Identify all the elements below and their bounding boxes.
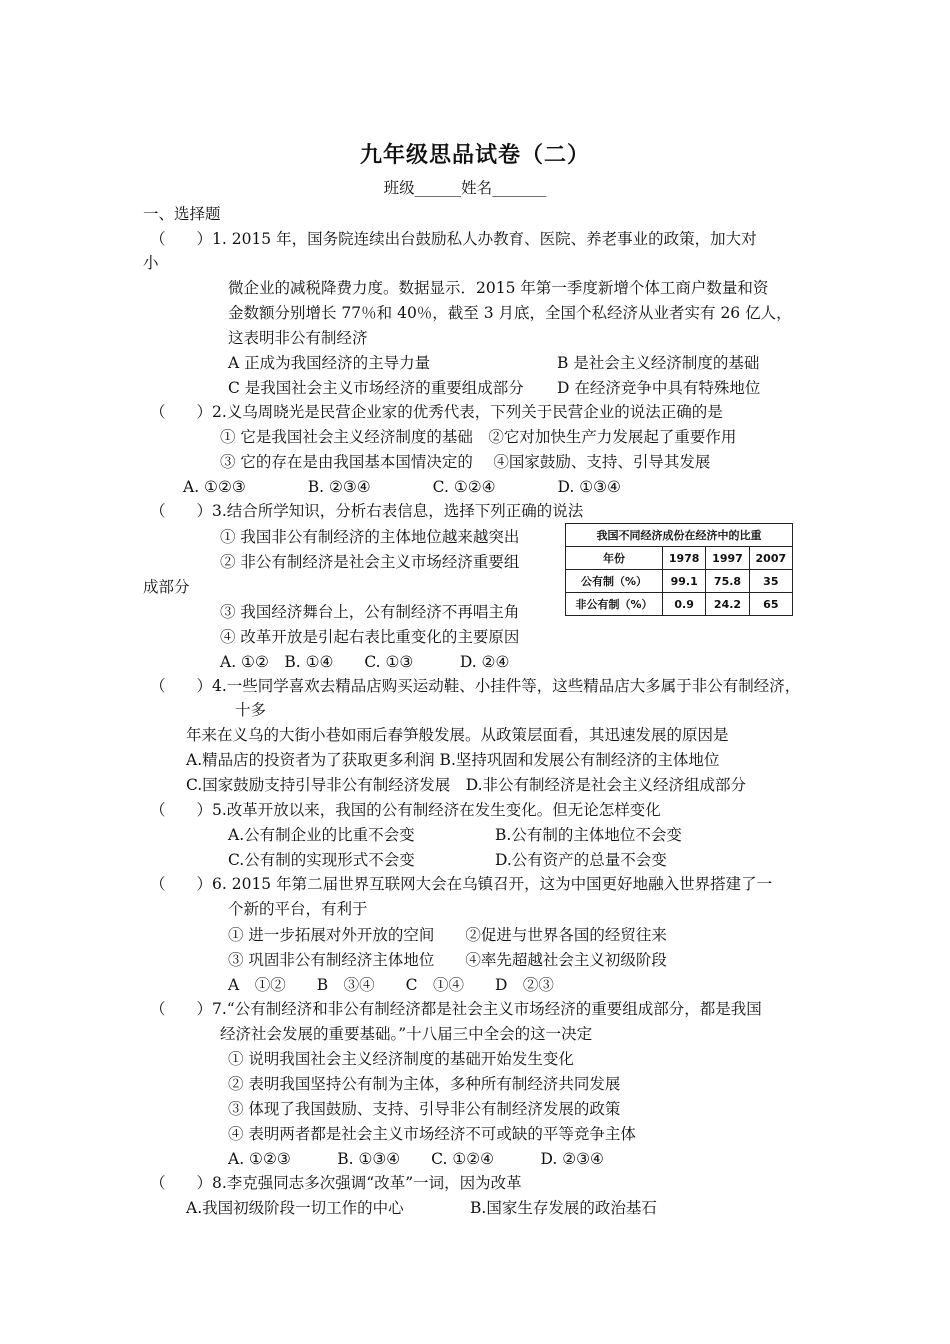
table-cell: 公有制（%） — [566, 570, 663, 593]
q3-stem: （ ）3.结合所学知识，分析右表信息，选择下列正确的说法 — [150, 502, 584, 520]
class-name-line: 班级______姓名_______ — [383, 179, 547, 197]
table-header-cell: 年份 — [566, 547, 663, 570]
q5-stem: （ ）5.改革开放以来，我国的公有制经济在发生变化。但无论怎样变化 — [150, 801, 661, 819]
q6-options: A ①② B ③④ C ①④ D ②③ — [228, 976, 554, 994]
q4-stem-line: 年来在义乌的大街小巷如雨后春笋般发展。从政策层面看，其迅速发展的原因是 — [186, 726, 729, 744]
q2-stem: （ ）2.义乌周晓光是民营企业家的优秀代表，下列关于民营企业的说法正确的是 — [150, 403, 723, 421]
q7-options: A. ①②③ B. ①③④ C. ①②④ D. ②③④ — [228, 1150, 604, 1168]
q6-stem-line: 个新的平台，有利于 — [228, 900, 368, 918]
q1-option-a: A 正成为我国经济的主导力量 — [228, 354, 431, 372]
q3-statement: ① 我国非公有制经济的主体地位越来越突出 — [220, 528, 520, 546]
q3-statement: ③ 我国经济舞台上，公有制经济不再唱主角 — [220, 603, 520, 621]
q2-statement: ① 它是我国社会主义经济制度的基础 ②它对加快生产力发展起了重要作用 — [220, 428, 737, 446]
q3-statement: ④ 改革开放是引起右表比重变化的主要原因 — [220, 628, 520, 646]
table-cell: 65 — [749, 593, 792, 616]
page-title: 九年级思品试卷（二） — [359, 142, 590, 168]
q5-option-a: A.公有制企业的比重不会变 — [228, 826, 415, 844]
q1-stem-wrap: 小 — [143, 254, 159, 272]
q4-options-row: C.国家鼓励支持引导非公有制经济发展 D.非公有制经济是社会主义经济组成部分 — [186, 776, 747, 794]
table-header-cell: 1978 — [663, 547, 706, 570]
table-row — [566, 570, 793, 593]
table-row — [566, 593, 793, 616]
q2-statement: ③ 它的存在是由我国基本国情决定的 ④国家鼓励、支持、引导其发展 — [220, 453, 711, 471]
q6-stem: （ ）6. 2015 年第二届世界互联网大会在乌镇召开，这为中国更好地融入世界搭建了一 — [150, 875, 773, 893]
q7-stem: （ ）7.“公有制经济和非公有制经济都是社会主义市场经济的重要组成部分，都是我国 — [150, 1000, 762, 1018]
table-caption: 我国不同经济成份在经济中的比重 — [566, 524, 793, 547]
q3-statement-wrap: 成部分 — [143, 578, 190, 596]
table-header-cell: 2007 — [749, 547, 792, 570]
q1-option-c: C 是我国社会主义市场经济的重要组成部分 — [228, 379, 524, 397]
table-cell: 24.2 — [706, 593, 749, 616]
table-header-row — [566, 547, 793, 570]
q1-stem-line: 金数额分别增长 77％和 40％，截至 3 月底，全国个私经济从业者实有 26 亿人， — [228, 304, 792, 322]
q3-statement: ② 非公有制经济是社会主义市场经济重要组 — [220, 553, 520, 571]
economy-share-table — [565, 523, 793, 616]
q6-statement: ① 进一步拓展对外开放的空间 ②促进与世界各国的经贸往来 — [228, 926, 667, 944]
q4-stem-wrap: 十多 — [235, 701, 267, 719]
table-cell: 0.9 — [663, 593, 706, 616]
q7-statement: ④ 表明两者都是社会主义市场经济不可或缺的平等竞争主体 — [228, 1125, 636, 1143]
table-cell: 35 — [749, 570, 792, 593]
table-cell: 非公有制（%） — [566, 593, 663, 616]
q6-statement: ③ 巩固非公有制经济主体地位 ④率先超越社会主义初级阶段 — [228, 951, 667, 969]
q1-option-d: D 在经济竞争中具有特殊地位 — [557, 379, 761, 397]
q7-statement: ② 表明我国坚持公有制为主体，多种所有制经济共同发展 — [228, 1075, 621, 1093]
q8-stem: （ ）8.李克强同志多次强调“改革”一词，因为改革 — [150, 1174, 522, 1192]
q7-stem-line: 经济社会发展的重要基础。”十八届三中全会的这一决定 — [220, 1025, 593, 1043]
table-cell: 75.8 — [706, 570, 749, 593]
q5-option-b: B.公有制的主体地位不会变 — [495, 826, 682, 844]
q3-options: A. ①② B. ①④ C. ①③ D. ②④ — [220, 653, 510, 671]
q1-stem-line: 微企业的减税降费力度。数据显示．2015 年第一季度新增个体工商户数量和资 — [228, 279, 769, 297]
table-header-cell: 1997 — [706, 547, 749, 570]
q4-stem: （ ）4.一些同学喜欢去精品店购买运动鞋、小挂件等，这些精品店大多属于非公有制经济， — [150, 677, 801, 695]
q7-statement: ① 说明我国社会主义经济制度的基础开始发生变化 — [228, 1050, 574, 1068]
section-heading: 一、选择题 — [143, 205, 221, 223]
q1-stem: （ ）1. 2015 年，国务院连续出台鼓励私人办教育、医院、养老事业的政策，加大对 — [150, 230, 757, 248]
table-cell: 99.1 — [663, 570, 706, 593]
q5-option-c: C.公有制的实现形式不会变 — [228, 851, 415, 869]
q1-option-b: B 是社会主义经济制度的基础 — [557, 354, 760, 372]
q1-stem-line: 这表明非公有制经济 — [228, 329, 368, 347]
q5-option-d: D.公有资产的总量不会变 — [495, 851, 667, 869]
q8-option-b: B.国家生存发展的政治基石 — [470, 1199, 657, 1217]
q8-option-a: A.我国初级阶段一切工作的中心 — [186, 1199, 404, 1217]
q2-options: A. ①②③ B. ②③④ C. ①②④ D. ①③④ — [183, 478, 621, 496]
q4-options-row: A.精品店的投资者为了获取更多利润 B.坚持巩固和发展公有制经济的主体地位 — [186, 751, 720, 769]
q7-statement: ③ 体现了我国鼓励、支持、引导非公有制经济发展的政策 — [228, 1100, 621, 1118]
